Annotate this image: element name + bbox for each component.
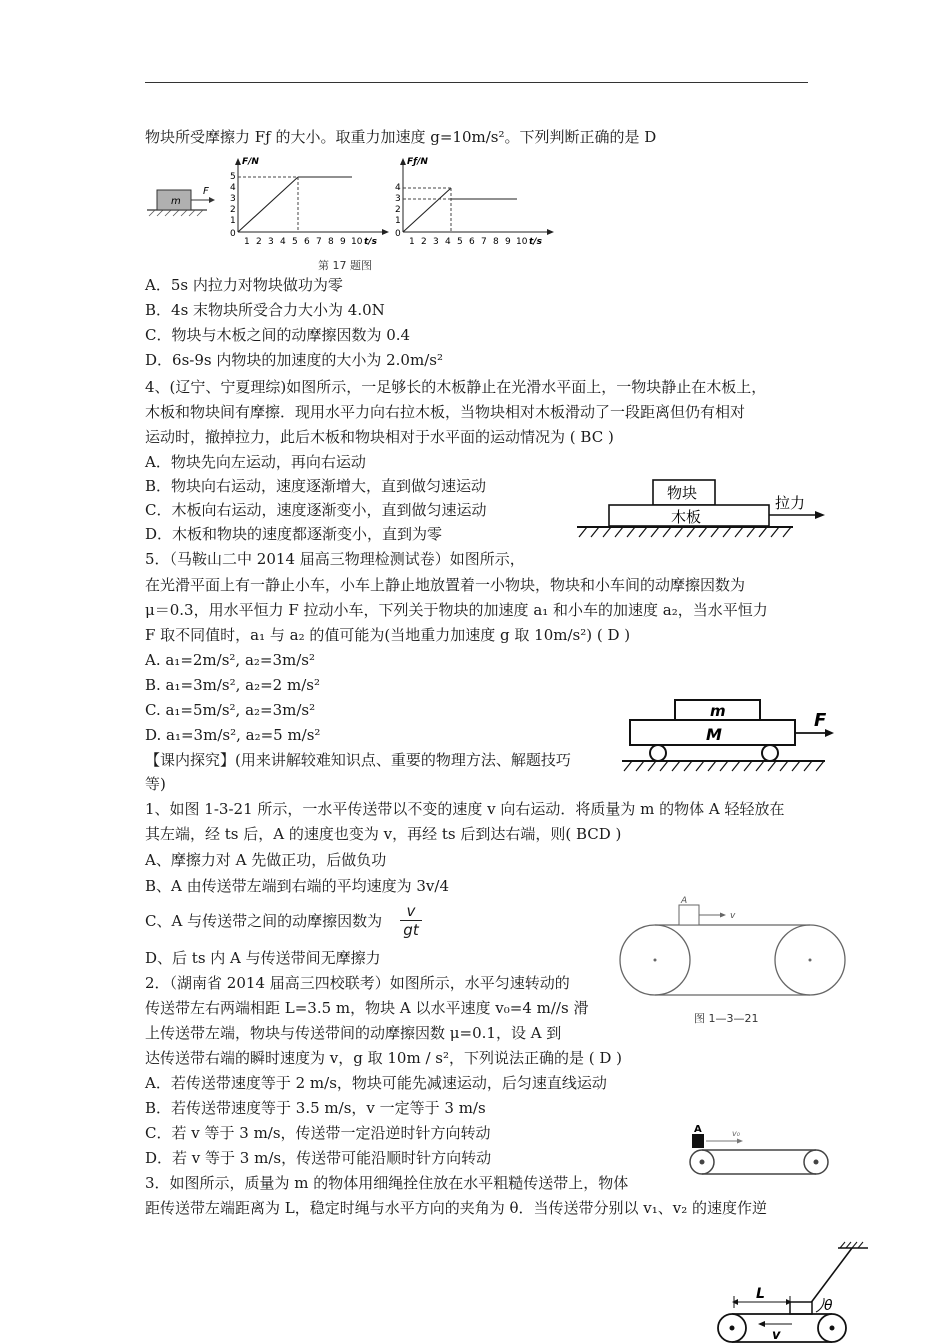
option-d: D．木板和物块的速度都逐渐变小，直到为零 <box>145 525 443 543</box>
svg-text:2: 2 <box>421 237 427 247</box>
svg-text:2: 2 <box>256 237 262 247</box>
option-d: D．6s-9s 内物块的加速度的大小为 2.0m/s² <box>145 351 443 369</box>
svg-text:F: F <box>814 710 827 731</box>
header-rule <box>145 82 808 83</box>
option-b: B. a₁=3m/s², a₂=2 m/s² <box>145 676 320 694</box>
text-line: μ＝0.3，用水平恒力 F 拉动小车，下列关于物块的加速度 a₁ 和小车的加速度 a₂，当水平恒力 <box>145 601 768 619</box>
figure-17 <box>145 152 560 270</box>
text-line: 等) <box>145 775 166 793</box>
figure-q5 <box>620 696 845 778</box>
option-b: B．4s 末物块所受合力大小为 4.0N <box>145 301 385 319</box>
svg-text:6: 6 <box>304 237 310 247</box>
svg-text:2: 2 <box>230 205 236 215</box>
svg-text:Fƒ/N: Fƒ/N <box>407 157 428 167</box>
option-b: B、A 由传送带左端到右端的平均速度为 3v/4 <box>145 877 450 895</box>
text-line: F 取不同值时，a₁ 与 a₂ 的值可能为(当地重力加速度 g 取 10m/s²) ( D ) <box>145 626 631 644</box>
svg-text:4: 4 <box>395 183 401 193</box>
arrow-icon <box>815 511 825 519</box>
arrow-icon <box>758 1321 765 1327</box>
svg-text:L: L <box>756 1286 765 1302</box>
svg-text:3: 3 <box>395 194 401 204</box>
svg-text:1: 1 <box>230 216 236 226</box>
option-d: D、后 ts 内 A 与传送带间无摩擦力 <box>145 949 381 967</box>
svg-text:10: 10 <box>351 237 363 247</box>
text-line: 在光滑平面上有一静止小车，小车上静止地放置着一小物块，物块和小车间的动摩擦因数为 <box>145 576 746 594</box>
option-c: C．物块与木板之间的动摩擦因数为 0.4 <box>145 326 411 344</box>
svg-text:v: v <box>772 1328 781 1343</box>
figure-belt-q3 <box>712 1238 872 1344</box>
option-a: A. a₁=2m/s², a₂=3m/s² <box>145 651 316 669</box>
svg-text:0: 0 <box>395 229 401 239</box>
arrow-icon <box>720 913 726 918</box>
option-a: A、摩擦力对 A 先做正功，后做负功 <box>145 851 387 869</box>
force-label: F <box>203 186 209 197</box>
option-d: D．若 v 等于 3 m/s，传送带可能沿顺时针方向转动 <box>145 1149 492 1167</box>
figure-q4 <box>575 474 830 542</box>
svg-text:物块: 物块 <box>667 484 698 502</box>
svg-text:5: 5 <box>457 237 463 247</box>
question-5: 5．（马鞍山二中 2014 届高三物理检测试卷）如图所示， <box>145 550 525 568</box>
svg-text:8: 8 <box>493 237 499 247</box>
svg-text:6: 6 <box>469 237 475 247</box>
question-3: 3．如图所示，质量为 m 的物体用细绳拴住放在水平粗糙传送带上，物体 <box>145 1174 629 1192</box>
svg-text:7: 7 <box>316 237 322 247</box>
svg-text:1: 1 <box>244 237 250 247</box>
svg-text:t/s: t/s <box>364 237 377 247</box>
svg-text:1: 1 <box>395 216 401 226</box>
svg-text:5: 5 <box>230 172 236 182</box>
svg-text:v₀: v₀ <box>732 1129 740 1138</box>
text-line: 运动时，撤掉拉力，此后木板和物块相对于水平面的运动情况为 ( BC ) <box>145 428 614 446</box>
block-label: m <box>171 196 181 207</box>
svg-text:8: 8 <box>328 237 334 247</box>
svg-text:9: 9 <box>505 237 511 247</box>
svg-text:2: 2 <box>395 205 401 215</box>
figure-17-caption: 第 17 题图 <box>318 259 372 272</box>
svg-text:3: 3 <box>230 194 236 204</box>
wheel <box>650 745 666 761</box>
question-4: 4、(辽宁、宁夏理综)如图所示，一足够长的木板静止在光滑水平面上，一物块静止在木板上， <box>145 378 767 396</box>
option-a: A．若传送带速度等于 2 m/s，物块可能先减速运动，后匀速直线运动 <box>145 1074 607 1092</box>
text-line: 上传送带左端，物块与传送带间的动摩擦因数 μ=0.1，设 A 到 <box>145 1024 562 1042</box>
arrow-icon <box>825 729 834 737</box>
block-A <box>679 905 699 925</box>
figure-belt-caption: 图 1—3—21 <box>694 1012 759 1025</box>
option-a: A．物块先向左运动，再向右运动 <box>145 453 366 471</box>
svg-text:4: 4 <box>230 183 236 193</box>
svg-text:A: A <box>681 896 688 906</box>
option-c: C．木板向右运动，速度逐渐变小，直到做匀速运动 <box>145 501 487 519</box>
svg-text:F/N: F/N <box>242 157 259 167</box>
svg-text:v: v <box>730 911 736 921</box>
fraction-v-over-gt <box>400 902 422 939</box>
svg-text:3: 3 <box>268 237 274 247</box>
fraction-numerator: v <box>400 902 422 921</box>
svg-text:θ: θ <box>824 1298 833 1314</box>
option-b: B．若传送带速度等于 3.5 m/s，v 一定等于 3 m/s <box>145 1099 486 1117</box>
question-2: 2．（湖南省 2014 届高三四校联考）如图所示，水平匀速转动的 <box>145 974 570 992</box>
block <box>790 1302 812 1314</box>
section-heading: 【课内探究】(用来讲解较难知识点、重要的物理方法、解题技巧 <box>145 751 571 769</box>
block-A <box>692 1134 704 1148</box>
option-a: A．5s 内拉力对物块做功为零 <box>145 276 343 294</box>
text-line: 传送带左右两端相距 L=3.5 m，物块 A 以水平速度 v₀=4 m//s 滑 <box>145 999 589 1017</box>
figure-belt-q2 <box>688 1120 833 1182</box>
option-b: B．物块向右运动，速度逐渐增大，直到做匀速运动 <box>145 477 487 495</box>
svg-text:4: 4 <box>445 237 451 247</box>
svg-text:木板: 木板 <box>671 508 702 526</box>
option-c: C. a₁=5m/s², a₂=3m/s² <box>145 701 316 719</box>
svg-text:1: 1 <box>409 237 415 247</box>
graph-ff-t <box>395 157 554 247</box>
svg-text:10: 10 <box>516 237 528 247</box>
svg-text:7: 7 <box>481 237 487 247</box>
text-line: 木板和物块间有摩擦．现用水平力向右拉木板，当物块相对木板滑动了一段距离但仍有相对 <box>145 403 746 421</box>
svg-text:9: 9 <box>340 237 346 247</box>
svg-text:m: m <box>710 702 726 720</box>
option-c: C、A 与传送带之间的动摩擦因数为 <box>145 912 383 930</box>
option-c: C．若 v 等于 3 m/s，传送带一定沿逆时针方向转动 <box>145 1124 491 1142</box>
question-1: 1、如图 1-3-21 所示，一水平传送带以不变的速度 v 向右运动．将质量为 m 的物体 A 轻轻放在 <box>145 800 785 818</box>
svg-text:3: 3 <box>433 237 439 247</box>
text-line: 物块所受摩擦力 Fƒ 的大小。取重力加速度 g=10m/s²。下列判断正确的是 D <box>145 128 657 146</box>
graph-f-t <box>230 157 389 247</box>
svg-text:t/s: t/s <box>529 237 542 247</box>
svg-text:拉力: 拉力 <box>775 494 806 512</box>
arrow-icon <box>737 1139 743 1144</box>
text-line: 其左端，经 ts 后，A 的速度也变为 v，再经 ts 后到达右端，则( BCD ) <box>145 825 622 843</box>
svg-text:A: A <box>694 1124 702 1135</box>
text-line: 达传送带右端的瞬时速度为 v，g 取 10m / s²，下列说法正确的是 ( D ) <box>145 1049 623 1067</box>
wheel <box>762 745 778 761</box>
fraction-denominator: gt <box>403 921 419 939</box>
svg-text:M: M <box>706 725 722 744</box>
svg-text:5: 5 <box>292 237 298 247</box>
arrow-icon <box>209 197 215 203</box>
text-line: 距传送带左端距离为 L，稳定时绳与水平方向的夹角为 θ．当传送带分别以 v₁、v₂ 的速度作逆 <box>145 1199 768 1217</box>
option-d: D. a₁=3m/s², a₂=5 m/s² <box>145 726 321 744</box>
svg-text:0: 0 <box>230 229 236 239</box>
svg-text:4: 4 <box>280 237 286 247</box>
